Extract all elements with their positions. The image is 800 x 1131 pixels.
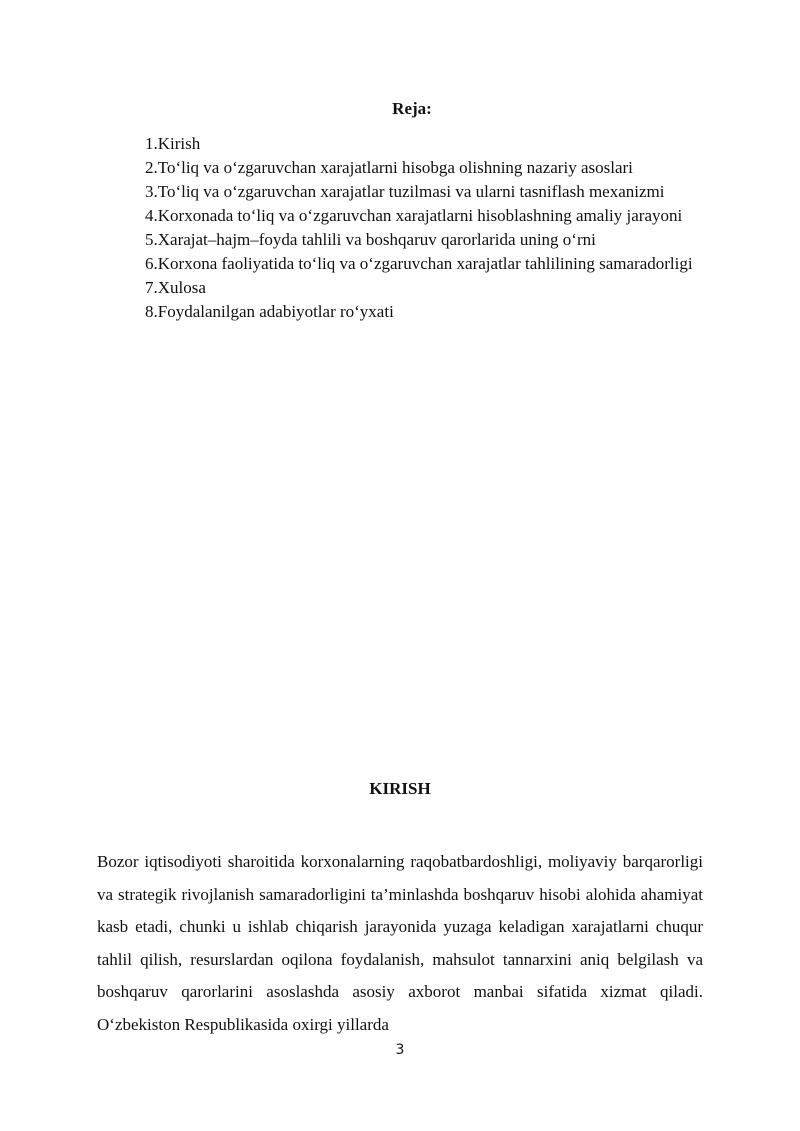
introduction-paragraph: Bozor iqtisodiyoti sharoitida korxonalarning raqobatbardoshligi, moliyaviy barqarorligi va strategik rivojlanish samaradorligini ta’minlashda boshqaruv hisobi alohida ahamiyat kasb etadi, chunki u ishlab chiqarish jarayonida yuzaga keladigan xarajatlarni chuqur tahlil qilish, resurslardan oqilona foydalanish, mahsulot tannarxini aniq belgilash va boshqaruv qarorlarini asoslashda asosiy axborot manbai sifatida xizmat qiladi. O‘zbekiston Respublikasida oxirgi yillarda xyxy=(97,852,703,1034)
plan-title: Reja: xyxy=(392,99,432,118)
plan-item: 5.Xarajat–hajm–foyda tahlili va boshqaruv qarorlarida uning o‘rni xyxy=(145,230,596,249)
page-number: 3 xyxy=(395,1042,405,1058)
plan-item: 6.Korxona faoliyatida to‘liq va o‘zgaruvchan xarajatlar tahlilining samaradorligi xyxy=(145,254,693,273)
plan-item: 7.Xulosa xyxy=(145,278,206,297)
plan-item: 8.Foydalanilgan adabiyotlar ro‘yxati xyxy=(145,302,394,321)
plan-item: 2.To‘liq va o‘zgaruvchan xarajatlarni hisobga olishning nazariy asoslari xyxy=(145,158,633,177)
plan-list xyxy=(145,133,702,325)
plan-item: 3.To‘liq va o‘zgaruvchan xarajatlar tuzilmasi va ularni tasniflash mexanizmi xyxy=(145,182,665,201)
plan-item: 1.Kirish xyxy=(145,134,201,153)
section-title: KIRISH xyxy=(369,779,431,798)
plan-item: 4.Korxonada to‘liq va o‘zgaruvchan xarajatlarni hisoblashning amaliy jarayoni xyxy=(145,206,683,225)
